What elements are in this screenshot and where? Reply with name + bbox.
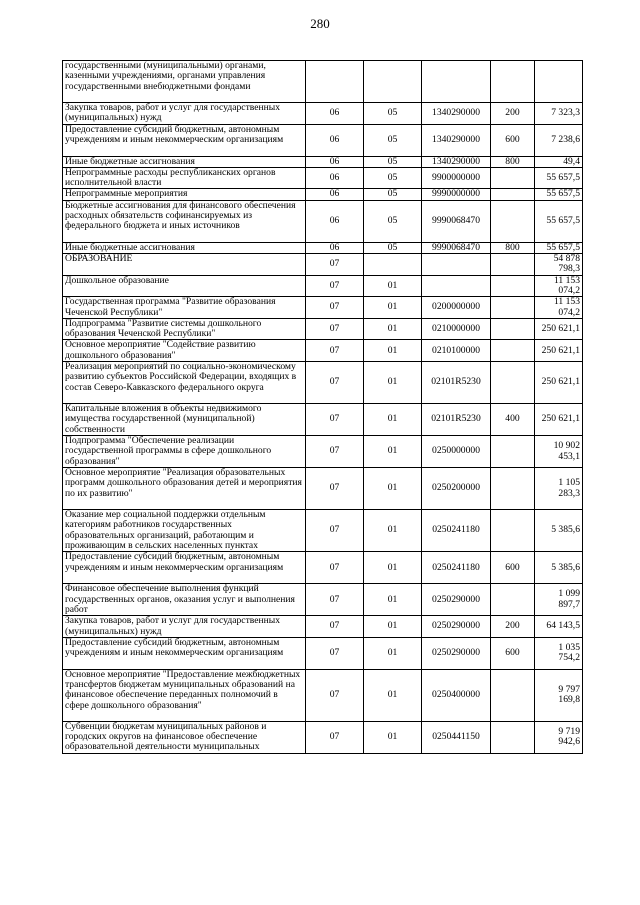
cell-expense-type: [491, 254, 535, 276]
table-row: [63, 103, 583, 125]
cell-section: 07: [306, 552, 364, 584]
cell-target-article: 02101R5230: [422, 404, 491, 436]
cell-name: Основное мероприятие "Реализация образовательных программ дошкольного образования детей и мероприятия по их развитию": [63, 468, 306, 510]
table-row: [63, 552, 583, 584]
cell-amount: 250 621,1: [535, 340, 583, 362]
cell-expense-type: [491, 510, 535, 552]
cell-expense-type: [491, 200, 535, 242]
table-row: [63, 254, 583, 276]
cell-amount: 5 385,6: [535, 552, 583, 584]
cell-section: 06: [306, 200, 364, 242]
cell-name: ОБРАЗОВАНИЕ: [63, 254, 306, 276]
cell-expense-type: 200: [491, 103, 535, 125]
cell-target-article: 9900000000: [422, 167, 491, 189]
cell-section: 07: [306, 721, 364, 753]
cell-target-article: 9990068470: [422, 200, 491, 242]
table-row: [63, 242, 583, 253]
cell-section: 07: [306, 584, 364, 616]
cell-target-article: [422, 61, 491, 103]
cell-expense-type: [491, 362, 535, 404]
cell-expense-type: [491, 61, 535, 103]
cell-section: 07: [306, 637, 364, 669]
cell-target-article: 0250441150: [422, 721, 491, 753]
cell-section: 07: [306, 468, 364, 510]
cell-amount: 9 797 169,8: [535, 669, 583, 721]
cell-name: Оказание мер социальной поддержки отдельным категориям работников государственных образовательных организаций, работающим и проживающим в сельских населенных пунктах: [63, 510, 306, 552]
cell-target-article: 02101R5230: [422, 362, 491, 404]
cell-target-article: 9990000000: [422, 189, 491, 200]
table-row: [63, 510, 583, 552]
cell-expense-type: [491, 721, 535, 753]
cell-subsection: 01: [364, 436, 422, 468]
budget-table-body: [63, 61, 583, 754]
cell-target-article: 9990068470: [422, 242, 491, 253]
cell-expense-type: [491, 275, 535, 297]
cell-expense-type: 600: [491, 124, 535, 156]
cell-name: Закупка товаров, работ и услуг для государственных (муниципальных) нужд: [63, 616, 306, 638]
table-row: [63, 61, 583, 103]
cell-name: Капитальные вложения в объекты недвижимого имущества государственной (муниципальной) собственности: [63, 404, 306, 436]
cell-expense-type: 800: [491, 242, 535, 253]
cell-section: 07: [306, 340, 364, 362]
cell-section: 07: [306, 436, 364, 468]
cell-name: Иные бюджетные ассигнования: [63, 242, 306, 253]
cell-name: Подпрограмма "Обеспечение реализации государственной программы в сфере дошкольного образования": [63, 436, 306, 468]
cell-subsection: 05: [364, 103, 422, 125]
cell-section: 07: [306, 254, 364, 276]
cell-expense-type: [491, 318, 535, 340]
cell-amount: 49,4: [535, 156, 583, 167]
cell-name: Подпрограмма "Развитие системы дошкольного образования Чеченской Республики": [63, 318, 306, 340]
table-row: [63, 156, 583, 167]
cell-amount: 1 105 283,3: [535, 468, 583, 510]
cell-subsection: 01: [364, 318, 422, 340]
cell-name: Непрограммные мероприятия: [63, 189, 306, 200]
cell-expense-type: 600: [491, 552, 535, 584]
table-row: [63, 318, 583, 340]
table-row: [63, 468, 583, 510]
cell-target-article: 0250400000: [422, 669, 491, 721]
cell-amount: 1 099 897,7: [535, 584, 583, 616]
cell-target-article: 0250000000: [422, 436, 491, 468]
cell-expense-type: [491, 167, 535, 189]
cell-amount: 11 153 074,2: [535, 297, 583, 319]
cell-section: 06: [306, 167, 364, 189]
cell-name: Иные бюджетные ассигнования: [63, 156, 306, 167]
cell-subsection: 05: [364, 167, 422, 189]
budget-table: [62, 60, 583, 754]
cell-target-article: [422, 254, 491, 276]
cell-expense-type: [491, 584, 535, 616]
cell-target-article: 0250241180: [422, 552, 491, 584]
cell-name: Предоставление субсидий бюджетным, автономным учреждениям и иным некоммерческим организациям: [63, 552, 306, 584]
cell-amount: 5 385,6: [535, 510, 583, 552]
cell-expense-type: [491, 297, 535, 319]
cell-section: 07: [306, 404, 364, 436]
cell-name: государственными (муниципальными) органами, казенными учреждениями, органами управления государственными внебюджетными фондами: [63, 61, 306, 103]
cell-amount: 54 878 798,3: [535, 254, 583, 276]
cell-subsection: 01: [364, 552, 422, 584]
cell-subsection: 01: [364, 297, 422, 319]
cell-expense-type: 600: [491, 637, 535, 669]
cell-section: 07: [306, 318, 364, 340]
cell-section: 06: [306, 156, 364, 167]
cell-subsection: 01: [364, 275, 422, 297]
cell-amount: 64 143,5: [535, 616, 583, 638]
cell-subsection: 05: [364, 156, 422, 167]
table-row: [63, 275, 583, 297]
cell-section: 07: [306, 275, 364, 297]
cell-amount: 11 153 074,2: [535, 275, 583, 297]
cell-amount: 1 035 754,2: [535, 637, 583, 669]
cell-target-article: [422, 275, 491, 297]
cell-target-article: 0250241180: [422, 510, 491, 552]
cell-expense-type: 400: [491, 404, 535, 436]
table-row: [63, 637, 583, 669]
cell-subsection: 01: [364, 340, 422, 362]
cell-expense-type: [491, 189, 535, 200]
cell-amount: [535, 61, 583, 103]
cell-name: Бюджетные ассигнования для финансового обеспечения расходных обязательств софинансируемых из федерального бюджета и иных источников: [63, 200, 306, 242]
cell-subsection: 01: [364, 362, 422, 404]
cell-section: 07: [306, 616, 364, 638]
cell-target-article: 0200000000: [422, 297, 491, 319]
cell-subsection: 01: [364, 616, 422, 638]
cell-expense-type: [491, 468, 535, 510]
cell-subsection: 01: [364, 510, 422, 552]
cell-name: Субвенции бюджетам муниципальных районов и городских округов на финансовое обеспечение образовательной деятельности муниципальных: [63, 721, 306, 753]
cell-amount: 7 238,6: [535, 124, 583, 156]
table-row: [63, 297, 583, 319]
cell-expense-type: [491, 340, 535, 362]
cell-name: Предоставление субсидий бюджетным, автономным учреждениям и иным некоммерческим организациям: [63, 637, 306, 669]
cell-expense-type: [491, 436, 535, 468]
table-row: [63, 167, 583, 189]
cell-subsection: 01: [364, 669, 422, 721]
cell-amount: 55 657,5: [535, 242, 583, 253]
cell-section: 07: [306, 669, 364, 721]
cell-target-article: 0250290000: [422, 616, 491, 638]
cell-amount: 250 621,1: [535, 362, 583, 404]
cell-expense-type: [491, 669, 535, 721]
cell-section: 07: [306, 297, 364, 319]
cell-subsection: [364, 61, 422, 103]
cell-amount: 7 323,3: [535, 103, 583, 125]
cell-target-article: 1340290000: [422, 124, 491, 156]
cell-target-article: 1340290000: [422, 156, 491, 167]
cell-section: 06: [306, 242, 364, 253]
cell-amount: 10 902 453,1: [535, 436, 583, 468]
cell-name: Непрограммные расходы республиканских органов исполнительной власти: [63, 167, 306, 189]
table-row: [63, 200, 583, 242]
table-row: [63, 340, 583, 362]
cell-target-article: 1340290000: [422, 103, 491, 125]
cell-amount: 55 657,5: [535, 189, 583, 200]
cell-expense-type: 200: [491, 616, 535, 638]
cell-name: Закупка товаров, работ и услуг для государственных (муниципальных) нужд: [63, 103, 306, 125]
cell-amount: 55 657,5: [535, 167, 583, 189]
cell-amount: 9 719 942,6: [535, 721, 583, 753]
cell-subsection: 01: [364, 468, 422, 510]
cell-subsection: 01: [364, 721, 422, 753]
table-row: [63, 124, 583, 156]
table-row: [63, 616, 583, 638]
table-row: [63, 436, 583, 468]
cell-subsection: 01: [364, 404, 422, 436]
cell-section: 07: [306, 362, 364, 404]
page-number: 280: [310, 16, 330, 31]
cell-section: 06: [306, 189, 364, 200]
cell-target-article: 0250290000: [422, 637, 491, 669]
cell-amount: 250 621,1: [535, 404, 583, 436]
cell-subsection: 05: [364, 242, 422, 253]
cell-name: Предоставление субсидий бюджетным, автономным учреждениям и иным некоммерческим организациям: [63, 124, 306, 156]
table-row: [63, 721, 583, 753]
table-row: [63, 669, 583, 721]
cell-name: Реализация мероприятий по социально-экономическому развитию субъектов Российской Федерации, входящих в состав Северо-Кавказского федерального округа: [63, 362, 306, 404]
cell-amount: 55 657,5: [535, 200, 583, 242]
cell-subsection: 05: [364, 124, 422, 156]
cell-name: Основное мероприятие "Содействие развитию дошкольного образования": [63, 340, 306, 362]
cell-section: 06: [306, 124, 364, 156]
cell-subsection: 05: [364, 200, 422, 242]
cell-amount: 250 621,1: [535, 318, 583, 340]
cell-expense-type: 800: [491, 156, 535, 167]
cell-section: [306, 61, 364, 103]
cell-name: Государственная программа "Развитие образования Чеченской Республики": [63, 297, 306, 319]
table-row: [63, 404, 583, 436]
cell-section: 07: [306, 510, 364, 552]
cell-target-article: 0210000000: [422, 318, 491, 340]
cell-target-article: 0250290000: [422, 584, 491, 616]
cell-name: Основное мероприятие "Предоставление межбюджетных трансфертов бюджетам муниципальных образований на финансовое обеспечение переданных полномочий в сфере дошкольного образования": [63, 669, 306, 721]
cell-subsection: 01: [364, 637, 422, 669]
table-row: [63, 362, 583, 404]
cell-target-article: 0250200000: [422, 468, 491, 510]
cell-section: 06: [306, 103, 364, 125]
cell-name: Финансовое обеспечение выполнения функций государственных органов, оказания услуг и выполнения работ: [63, 584, 306, 616]
cell-name: Дошкольное образование: [63, 275, 306, 297]
cell-subsection: 05: [364, 189, 422, 200]
table-row: [63, 189, 583, 200]
cell-target-article: 0210100000: [422, 340, 491, 362]
cell-subsection: 01: [364, 584, 422, 616]
cell-subsection: [364, 254, 422, 276]
table-row: [63, 584, 583, 616]
